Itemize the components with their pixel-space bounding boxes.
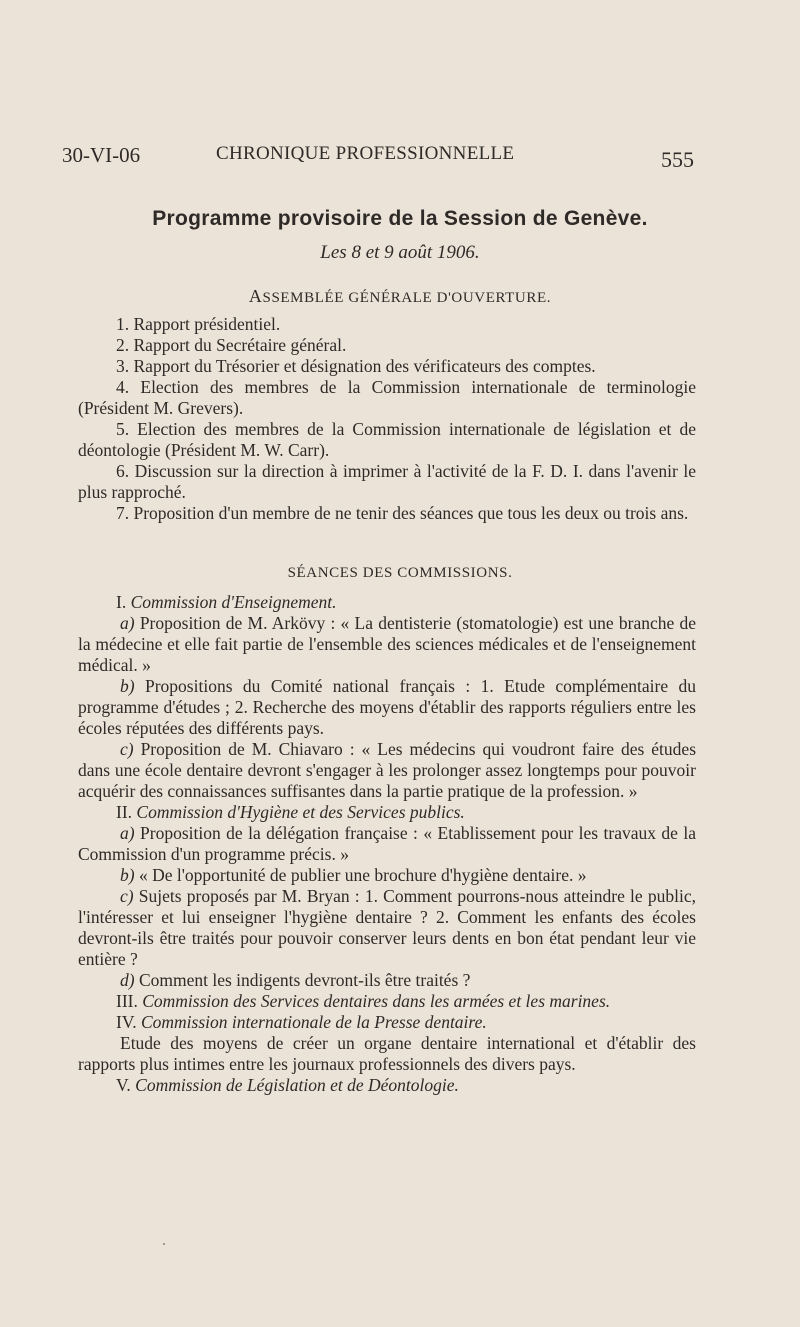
commission-4-text: Etude des moyens de créer un organe dentaire international et d'établir des rapports plus intimes entre les journaux professionnels des divers pays. bbox=[78, 1033, 696, 1074]
commissions bbox=[78, 592, 696, 1096]
list-item: 2. Rapport du Secrétaire général. bbox=[116, 335, 347, 355]
list-item: 7. Proposition d'un membre de ne tenir des séances que tous les deux ou trois ans. bbox=[116, 503, 689, 523]
commission-1-item-c: c) Proposition de M. Chiavaro : « Les médecins qui voudront faire des études dans une école dentaire devront s'engager à les prolonger assez longtemps pour pouvoir acquérir des connaissances suffisantes dans la partie pratique de la profession. » bbox=[78, 739, 696, 801]
section-heading-assembly: ASSEMBLÉE GÉNÉRALE D'OUVERTURE. bbox=[248, 286, 552, 306]
commission-2-heading: II. Commission d'Hygiène et des Services publics. bbox=[116, 802, 465, 822]
commission-2-item-b: b) « De l'opportunité de publier une brochure d'hygiène dentaire. » bbox=[120, 865, 587, 885]
header-date: 30-VI-06 bbox=[62, 143, 141, 167]
commission-3-heading: III. Commission des Services dentaires dans les armées et les marines. bbox=[116, 991, 611, 1011]
ink-speck bbox=[163, 1243, 165, 1245]
commission-1-heading: I. Commission d'Enseignement. bbox=[116, 592, 337, 612]
commission-2-item-a: a) Proposition de la délégation française : « Etablissement pour les travaux de la Commission d'un programme précis. » bbox=[78, 823, 697, 864]
page-number: 555 bbox=[661, 147, 694, 172]
list-item: 5. Election des membres de la Commission internationale de législation et de déontologie (Président M. W. Carr). bbox=[78, 419, 696, 460]
header-title: CHRONIQUE PROFESSIONNELLE bbox=[216, 143, 515, 164]
commission-1-item-a: a) Proposition de M. Arkövy : « La dentisterie (stomatologie) est une branche de la médecine et elle fait partie de l'ensemble des sciences médicales et de l'enseignement médical. » bbox=[78, 613, 697, 675]
commission-5-heading: V. Commission de Législation et de Déontologie. bbox=[116, 1075, 459, 1095]
commission-4-heading: IV. Commission internationale de la Presse dentaire. bbox=[116, 1012, 487, 1032]
document-date: Les 8 et 9 août 1906. bbox=[320, 242, 480, 263]
list-item: 1. Rapport présidentiel. bbox=[116, 314, 281, 334]
list-item: 4. Election des membres de la Commission internationale de terminologie (Président M. Grevers). bbox=[78, 377, 696, 418]
commission-1-item-b: b) Propositions du Comité national français : 1. Etude complémentaire du programme d'études ; 2. Recherche des moyens d'établir des rapports réguliers entre les écoles réputées des différents pays. bbox=[78, 676, 697, 738]
list-item: 3. Rapport du Trésorier et désignation des vérificateurs des comptes. bbox=[116, 356, 596, 376]
section-heading-commissions: SÉANCES DES COMMISSIONS. bbox=[287, 565, 513, 581]
commission-2-item-d: d) Comment les indigents devront-ils être traités ? bbox=[120, 970, 471, 990]
list-item: 6. Discussion sur la direction à imprimer à l'activité de la F. D. I. dans l'avenir le plus rapproché. bbox=[78, 461, 696, 502]
document-title: Programme provisoire de la Session de Genève. bbox=[152, 207, 648, 230]
running-header bbox=[62, 143, 694, 173]
assembly-items bbox=[78, 314, 696, 524]
commission-2-item-c: c) Sujets proposés par M. Bryan : 1. Comment pourrons-nous atteindre le public, l'intéresser et lui enseigner l'hygiène dentaire ? 2. Comment les enfants des écoles devront-ils être traités pour pouvoir conserver leurs dents en bon état pendant leur vie entière ? bbox=[78, 886, 696, 969]
